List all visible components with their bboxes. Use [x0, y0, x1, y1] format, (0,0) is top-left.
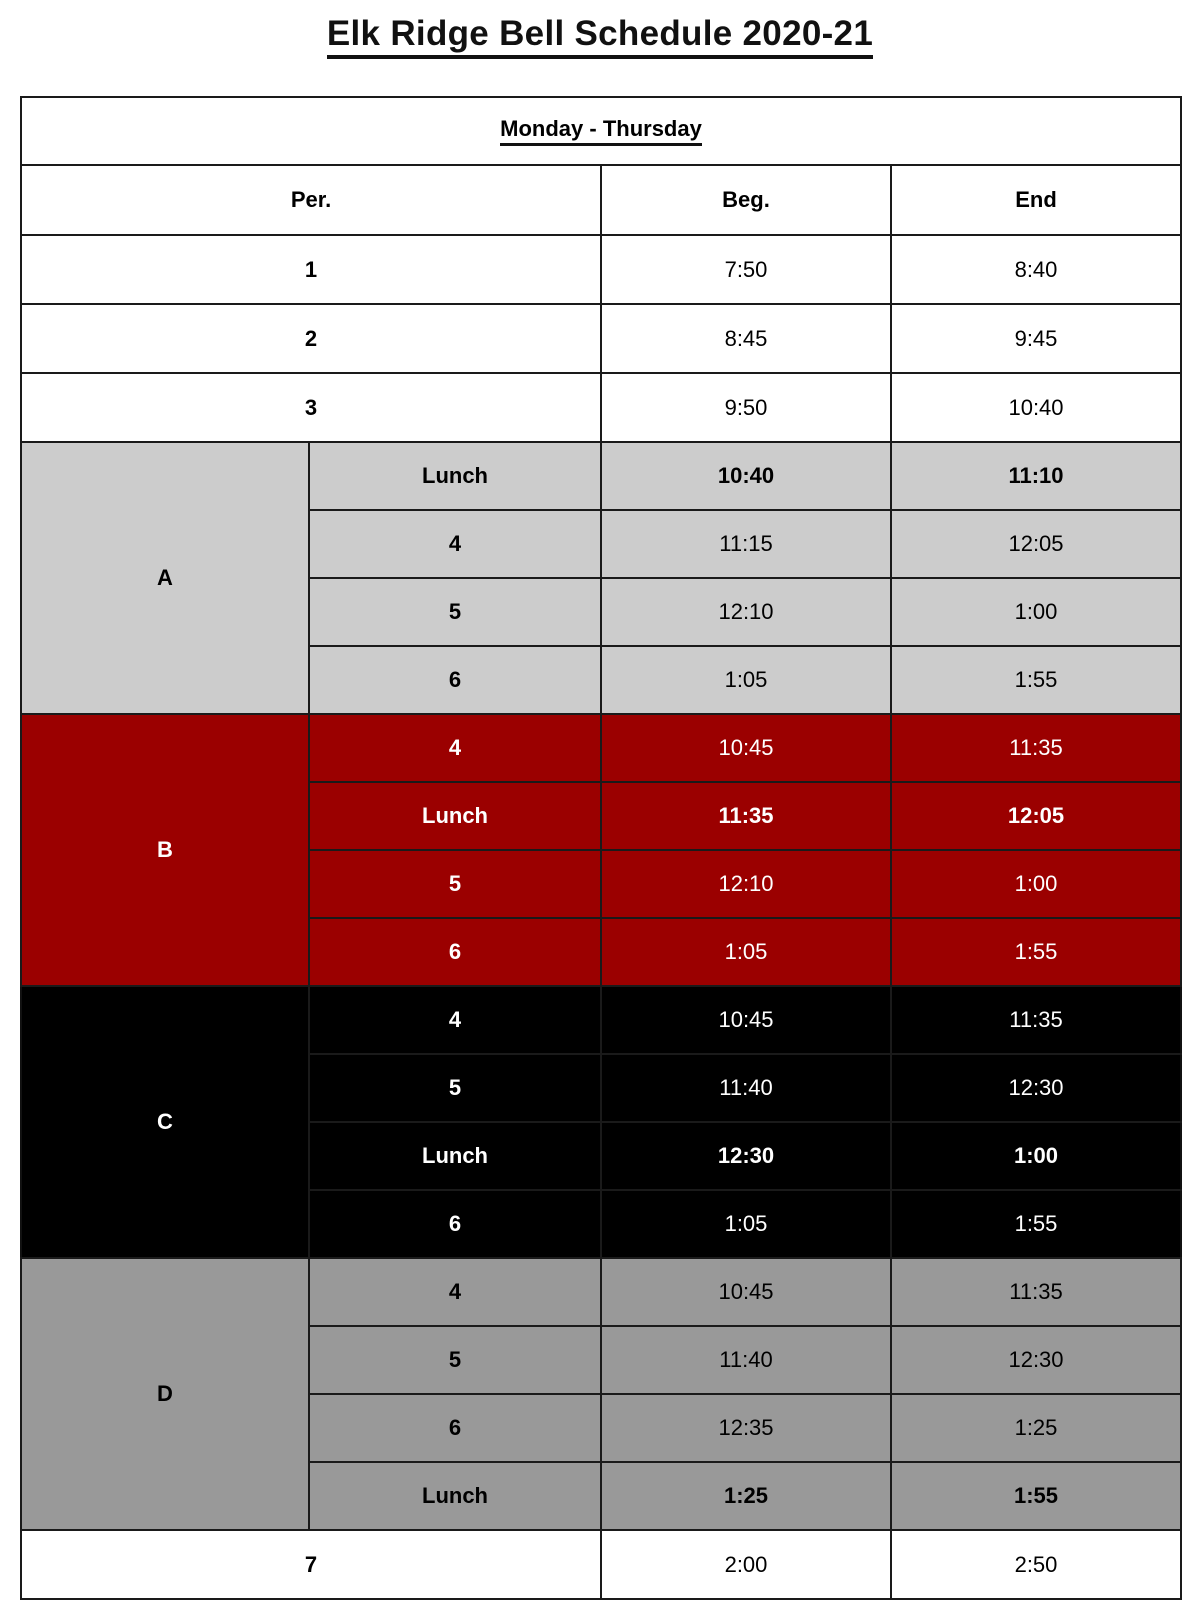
- period-label: 2: [21, 304, 601, 373]
- period-label: 5: [309, 1326, 601, 1394]
- period-begin: 1:25: [601, 1462, 891, 1530]
- table-row: [21, 304, 1181, 373]
- period-end: 12:05: [891, 510, 1181, 578]
- header-period: Per.: [21, 165, 601, 235]
- period-label: Lunch: [309, 782, 601, 850]
- period-end: 1:55: [891, 918, 1181, 986]
- period-end: 12:30: [891, 1054, 1181, 1122]
- period-begin: 7:50: [601, 235, 891, 304]
- table-row: [21, 235, 1181, 304]
- banner-row: [21, 97, 1181, 165]
- period-label: 3: [21, 373, 601, 442]
- header-begin: Beg.: [601, 165, 891, 235]
- period-label: 4: [309, 510, 601, 578]
- period-end: 11:10: [891, 442, 1181, 510]
- period-begin: 10:40: [601, 442, 891, 510]
- day-banner-text: Monday - Thursday: [500, 116, 702, 146]
- period-end: 11:35: [891, 1258, 1181, 1326]
- period-end: 1:00: [891, 578, 1181, 646]
- period-begin: 8:45: [601, 304, 891, 373]
- period-begin: 1:05: [601, 918, 891, 986]
- period-end: 2:50: [891, 1530, 1181, 1599]
- period-begin: 11:40: [601, 1326, 891, 1394]
- period-label: 1: [21, 235, 601, 304]
- lunch-group-label-c: C: [21, 986, 309, 1258]
- period-end: 12:05: [891, 782, 1181, 850]
- period-end: 12:30: [891, 1326, 1181, 1394]
- period-begin: 2:00: [601, 1530, 891, 1599]
- page-title-text: Elk Ridge Bell Schedule 2020-21: [327, 16, 873, 59]
- period-begin: 10:45: [601, 986, 891, 1054]
- period-end: 11:35: [891, 986, 1181, 1054]
- period-label: 6: [309, 1190, 601, 1258]
- period-begin: 10:45: [601, 1258, 891, 1326]
- period-label: Lunch: [309, 442, 601, 510]
- period-begin: 1:05: [601, 646, 891, 714]
- period-label: 4: [309, 1258, 601, 1326]
- lunch-group-row: [21, 714, 1181, 782]
- period-begin: 11:35: [601, 782, 891, 850]
- period-end: 8:40: [891, 235, 1181, 304]
- period-end: 1:00: [891, 850, 1181, 918]
- period-end: 11:35: [891, 714, 1181, 782]
- period-end: 1:55: [891, 1462, 1181, 1530]
- lunch-group-label-b: B: [21, 714, 309, 986]
- period-label: 5: [309, 1054, 601, 1122]
- lunch-group-label-d: D: [21, 1258, 309, 1530]
- lunch-group-row: [21, 986, 1181, 1054]
- period-begin: 12:35: [601, 1394, 891, 1462]
- lunch-group-row: [21, 442, 1181, 510]
- column-header-row: [21, 165, 1181, 235]
- period-end: 10:40: [891, 373, 1181, 442]
- period-label: 6: [309, 918, 601, 986]
- period-begin: 12:30: [601, 1122, 891, 1190]
- period-label: 5: [309, 578, 601, 646]
- period-label: 7: [21, 1530, 601, 1599]
- period-begin: 12:10: [601, 578, 891, 646]
- bell-schedule-table: [20, 96, 1182, 1600]
- period-label: Lunch: [309, 1462, 601, 1530]
- period-end: 1:55: [891, 646, 1181, 714]
- period-label: Lunch: [309, 1122, 601, 1190]
- period-label: 4: [309, 714, 601, 782]
- period-begin: 9:50: [601, 373, 891, 442]
- page-title: [0, 14, 1200, 59]
- schedule-body: [21, 97, 1181, 1599]
- lunch-group-row: [21, 1258, 1181, 1326]
- period-begin: 10:45: [601, 714, 891, 782]
- table-row: [21, 373, 1181, 442]
- day-banner-cell: [21, 97, 1181, 165]
- period-end: 9:45: [891, 304, 1181, 373]
- header-end: End: [891, 165, 1181, 235]
- period-begin: 1:05: [601, 1190, 891, 1258]
- lunch-group-label-a: A: [21, 442, 309, 714]
- schedule-table-container: [20, 96, 1180, 1600]
- period-end: 1:25: [891, 1394, 1181, 1462]
- period-end: 1:00: [891, 1122, 1181, 1190]
- period-begin: 12:10: [601, 850, 891, 918]
- period-label: 6: [309, 1394, 601, 1462]
- period-label: 6: [309, 646, 601, 714]
- period-label: 5: [309, 850, 601, 918]
- period-end: 1:55: [891, 1190, 1181, 1258]
- period-begin: 11:40: [601, 1054, 891, 1122]
- period-begin: 11:15: [601, 510, 891, 578]
- period-label: 4: [309, 986, 601, 1054]
